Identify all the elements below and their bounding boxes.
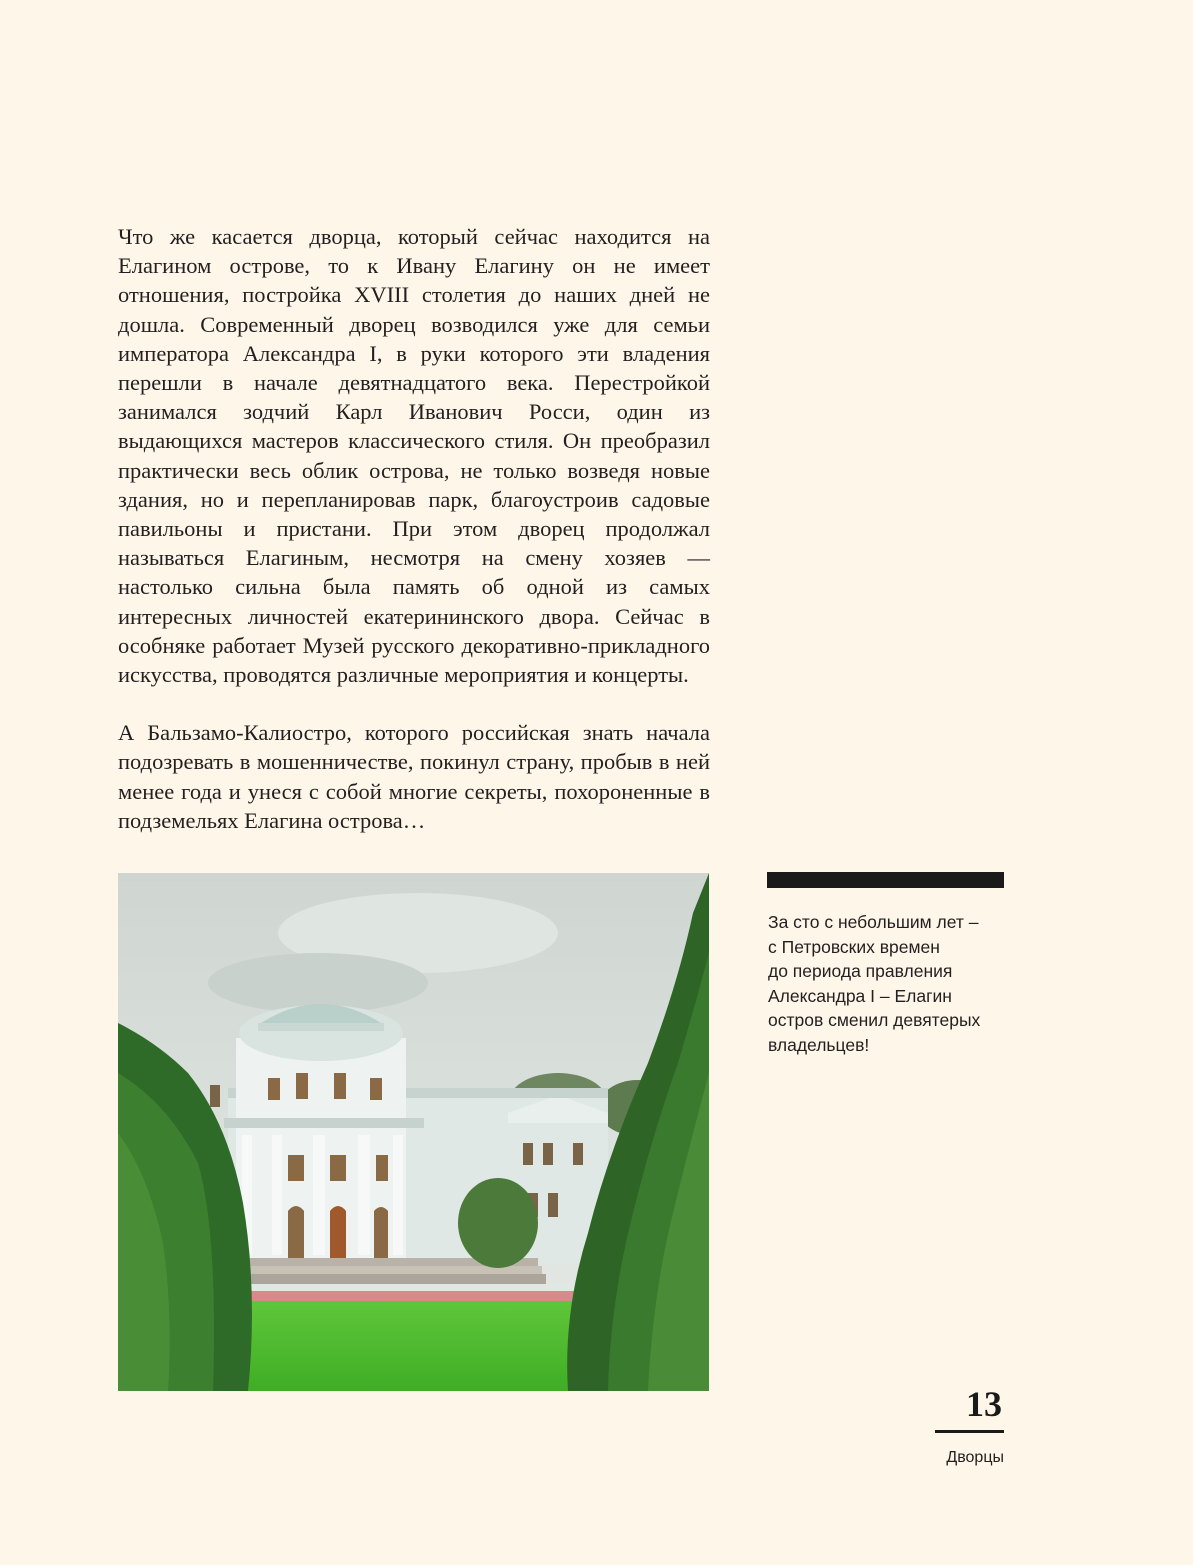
palace-photo bbox=[118, 873, 709, 1391]
sidebar-note bbox=[768, 910, 1008, 1058]
body-text bbox=[118, 222, 710, 835]
sidebar-note-line: За сто с небольшим лет – bbox=[768, 912, 979, 932]
sidebar-rule bbox=[767, 872, 1004, 888]
sidebar-note-line: с Петровских времен bbox=[768, 936, 940, 957]
section-name: Дворцы bbox=[946, 1449, 1004, 1466]
page-number: 13 bbox=[966, 1384, 1002, 1424]
footer-rule bbox=[935, 1430, 1004, 1433]
sidebar-note-line: остров сменил девятерых bbox=[768, 1010, 981, 1031]
sidebar-note-line: Александра I – Елагин bbox=[768, 985, 952, 1006]
body-paragraph: Что же касается дворца, который сейчас находится на Елагином острове, то к Ивану Елагину он не имеет отношения, постройка XVIII столетия до наших дней не дошла. Современный дворец возводился уже для семьи императора Александра I, в руки которого эти владения перешли в начале девятнадцатого века. Перестройкой занимался зодчий Карл Иванович Росси, один из выдающихся мастеров классического стиля. Он преобразил практически весь облик острова, не только возведя новые здания, но и перепланировав парк, благоустроив садовые павильоны и пристани. При этом дворец продолжал называться Елагиным, несмотря на смену хозяев — настолько сильна была память об одной из самых интересных личностей екатерининского двора. Сейчас в особняке работает Музей русского декоративно-прикладного искусства, проводятся различные мероприятия и концерты. bbox=[118, 224, 710, 688]
sidebar-note-line: до периода правления bbox=[768, 961, 953, 982]
body-paragraph: А Бальзамо-Калиостро, которого российская знать начала подозревать в мошенничестве, покинул страну, пробыв в ней менее года и унеся с собой многие секреты, похороненные в подземельях Елагина острова… bbox=[118, 720, 710, 833]
sidebar-note-line: владельцев! bbox=[768, 1034, 870, 1055]
